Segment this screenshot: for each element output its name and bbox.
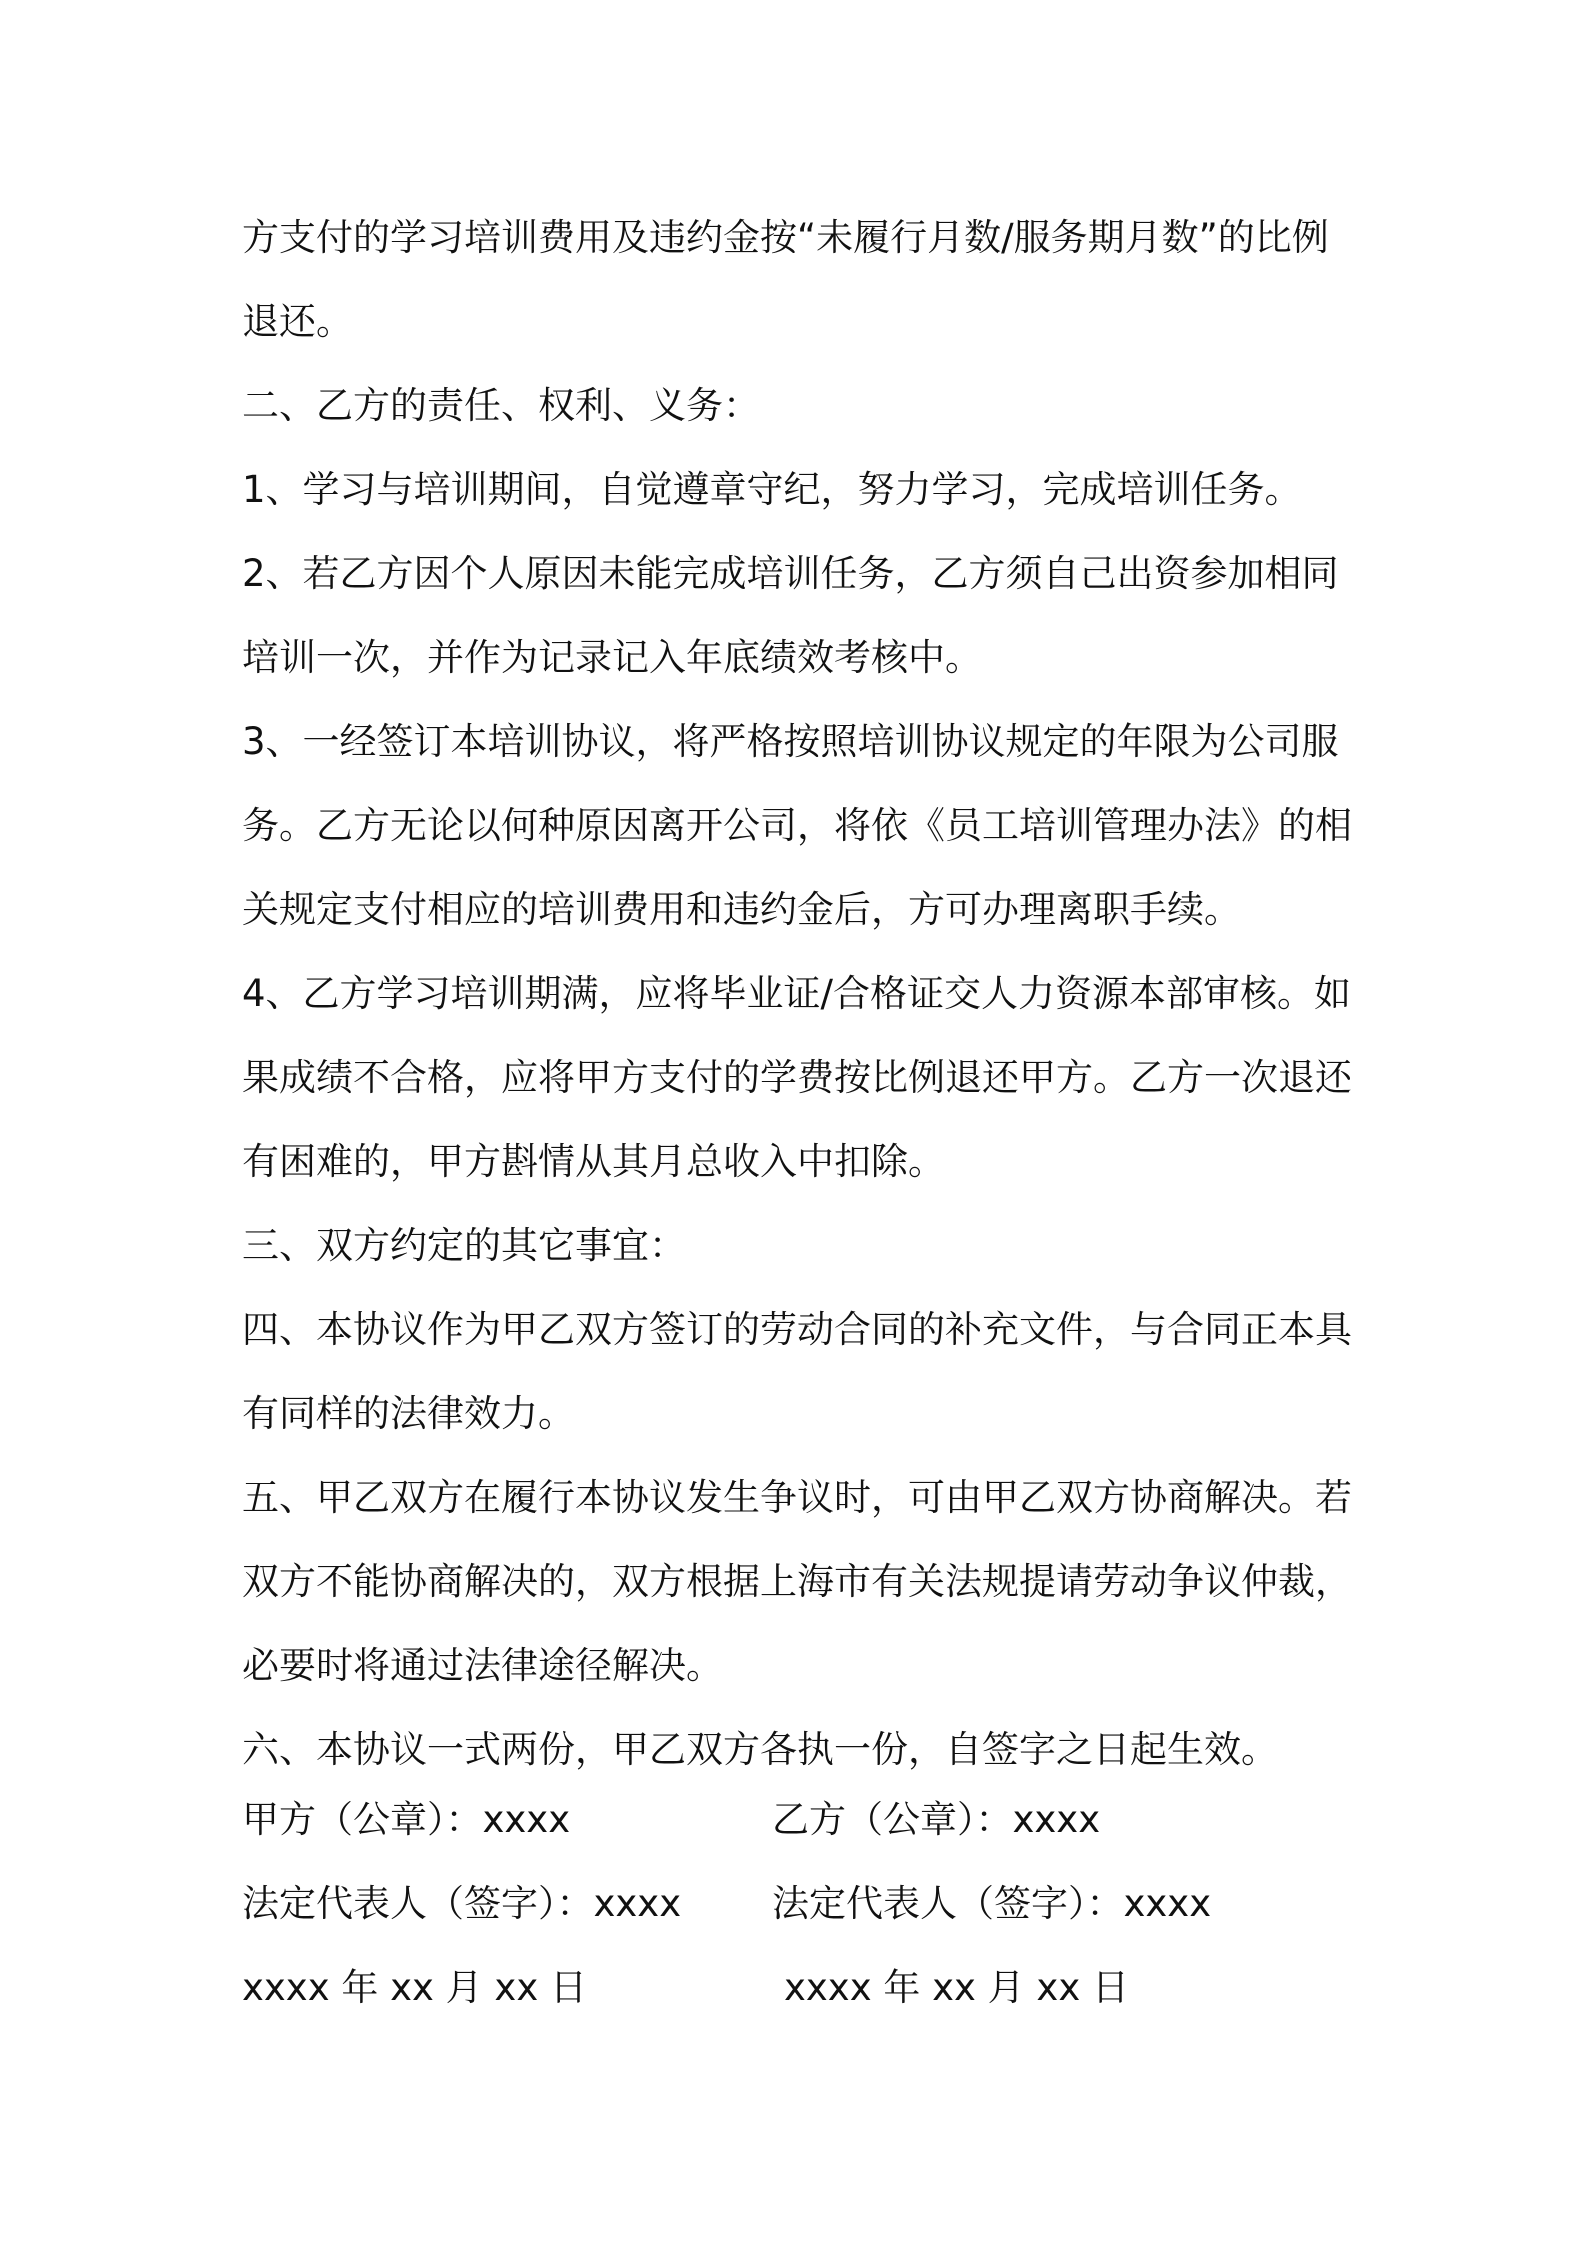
clause-1: 1、学习与培训期间，自觉遵章守纪，努力学习，完成培训任务。 — [242, 468, 1302, 511]
party-b-date: xxxx 年 xx 月 xx 日 — [784, 1966, 1129, 2009]
party-a-representative: 法定代表人（签字）：xxxx — [242, 1882, 682, 1925]
section-heading-party-b-duties: 二、乙方的责任、权利、义务： — [242, 384, 760, 427]
agreement-body — [242, 196, 1362, 1792]
seal-row — [242, 1778, 1362, 1862]
section-six: 六、本协议一式两份，甲乙双方各执一份，自签字之日起生效。 — [242, 1728, 1278, 1771]
party-a-date: xxxx 年 xx 月 xx 日 — [242, 1966, 587, 2009]
paragraph-refund-ratio: 方支付的学习培训费用及违约金按“未履行月数/服务期月数”的比例退还。 — [242, 216, 1329, 343]
section-five: 五、甲乙双方在履行本协议发生争议时，可由甲乙双方协商解决。若双方不能协商解决的，双方根据上海市有关法规提请劳动争议仲裁，必要时将通过法律途径解决。 — [242, 1476, 1352, 1687]
clause-3: 3、一经签订本培训协议，将严格按照培训协议规定的年限为公司服务。乙方无论以何种原因离开公司，将依《员工培训管理办法》的相关规定支付相应的培训费用和违约金后，方可办理离职手续。 — [242, 720, 1352, 931]
section-heading-other-matters: 三、双方约定的其它事宜： — [242, 1224, 686, 1267]
date-row — [242, 1946, 1362, 2030]
party-b-representative: 法定代表人（签字）：xxxx — [772, 1882, 1212, 1925]
clause-2: 2、若乙方因个人原因未能完成培训任务，乙方须自己出资参加相同培训一次，并作为记录记入年底绩效考核中。 — [242, 552, 1339, 679]
section-four: 四、本协议作为甲乙双方签订的劳动合同的补充文件，与合同正本具有同样的法律效力。 — [242, 1308, 1352, 1435]
representative-row — [242, 1862, 1362, 1946]
party-b-seal: 乙方（公章）：xxxx — [772, 1798, 1101, 1841]
clause-4: 4、乙方学习培训期满，应将毕业证/合格证交人力资源本部审核。如果成绩不合格，应将甲方支付的学费按比例退还甲方。乙方一次退还有困难的，甲方斟情从其月总收入中扣除。 — [242, 972, 1352, 1183]
party-a-seal: 甲方（公章）：xxxx — [242, 1798, 571, 1841]
signature-block — [242, 1778, 1362, 2030]
